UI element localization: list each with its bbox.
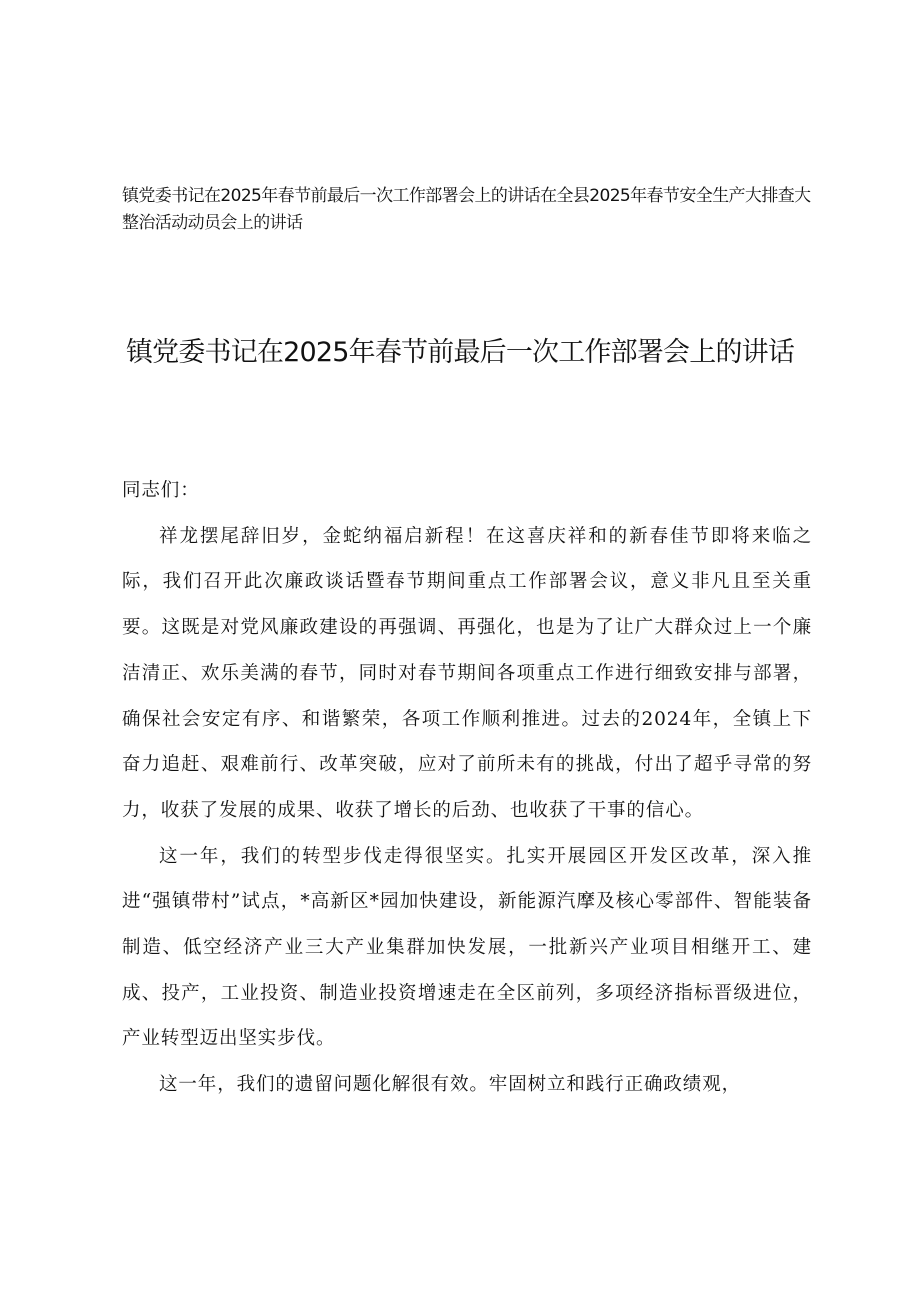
body-paragraph: 祥龙摆尾辞旧岁，金蛇纳福启新程！在这喜庆祥和的新春佳节即将来临之际，我们召开此次廉政谈话暨春节期间重点工作部署会议，意义非凡且至关重要。这既是对党风廉政建设的再强调、再强化，也是为了让广大群众过上一个廉洁清正、欢乐美满的春节，同时对春节期间各项重点工作进行细致安排与部署，确保社会安定有序、和谐繁荣，各项工作顺利推进。过去的2024年，全镇上下奋力追赶、艰难前行、改革突破，应对了前所未有的挑战，付出了超乎寻常的努力，收获了发展的成果、收获了增长的后劲、也收获了干事的信心。: [122, 525, 812, 821]
document-header: 镇党委书记在2025年春节前最后一次工作部署会上的讲话在全县2025年春节安全生产大排查大整治活动动员会上的讲话: [122, 186, 811, 233]
document-body: [122, 468, 812, 1108]
body-paragraph: 这一年，我们的遗留问题化解很有效。牢固树立和践行正确政绩观，: [159, 1074, 742, 1096]
document-title: 镇党委书记在2025年春节前最后一次工作部署会上的讲话: [125, 337, 795, 368]
salutation: 同志们：: [122, 480, 200, 501]
body-paragraph: 这一年，我们的转型步伐走得很坚实。扎实开展园区开发区改革，深入推进“强镇带村”试点，*高新区*园加快建设，新能源汽摩及核心零部件、智能装备制造、低空经济产业三大产业集群加快发展，一批新兴产业项目相继开工、建成、投产，工业投资、制造业投资增速走在全区前列，多项经济指标晋级进位，产业转型迈出坚实步伐。: [122, 845, 812, 1050]
